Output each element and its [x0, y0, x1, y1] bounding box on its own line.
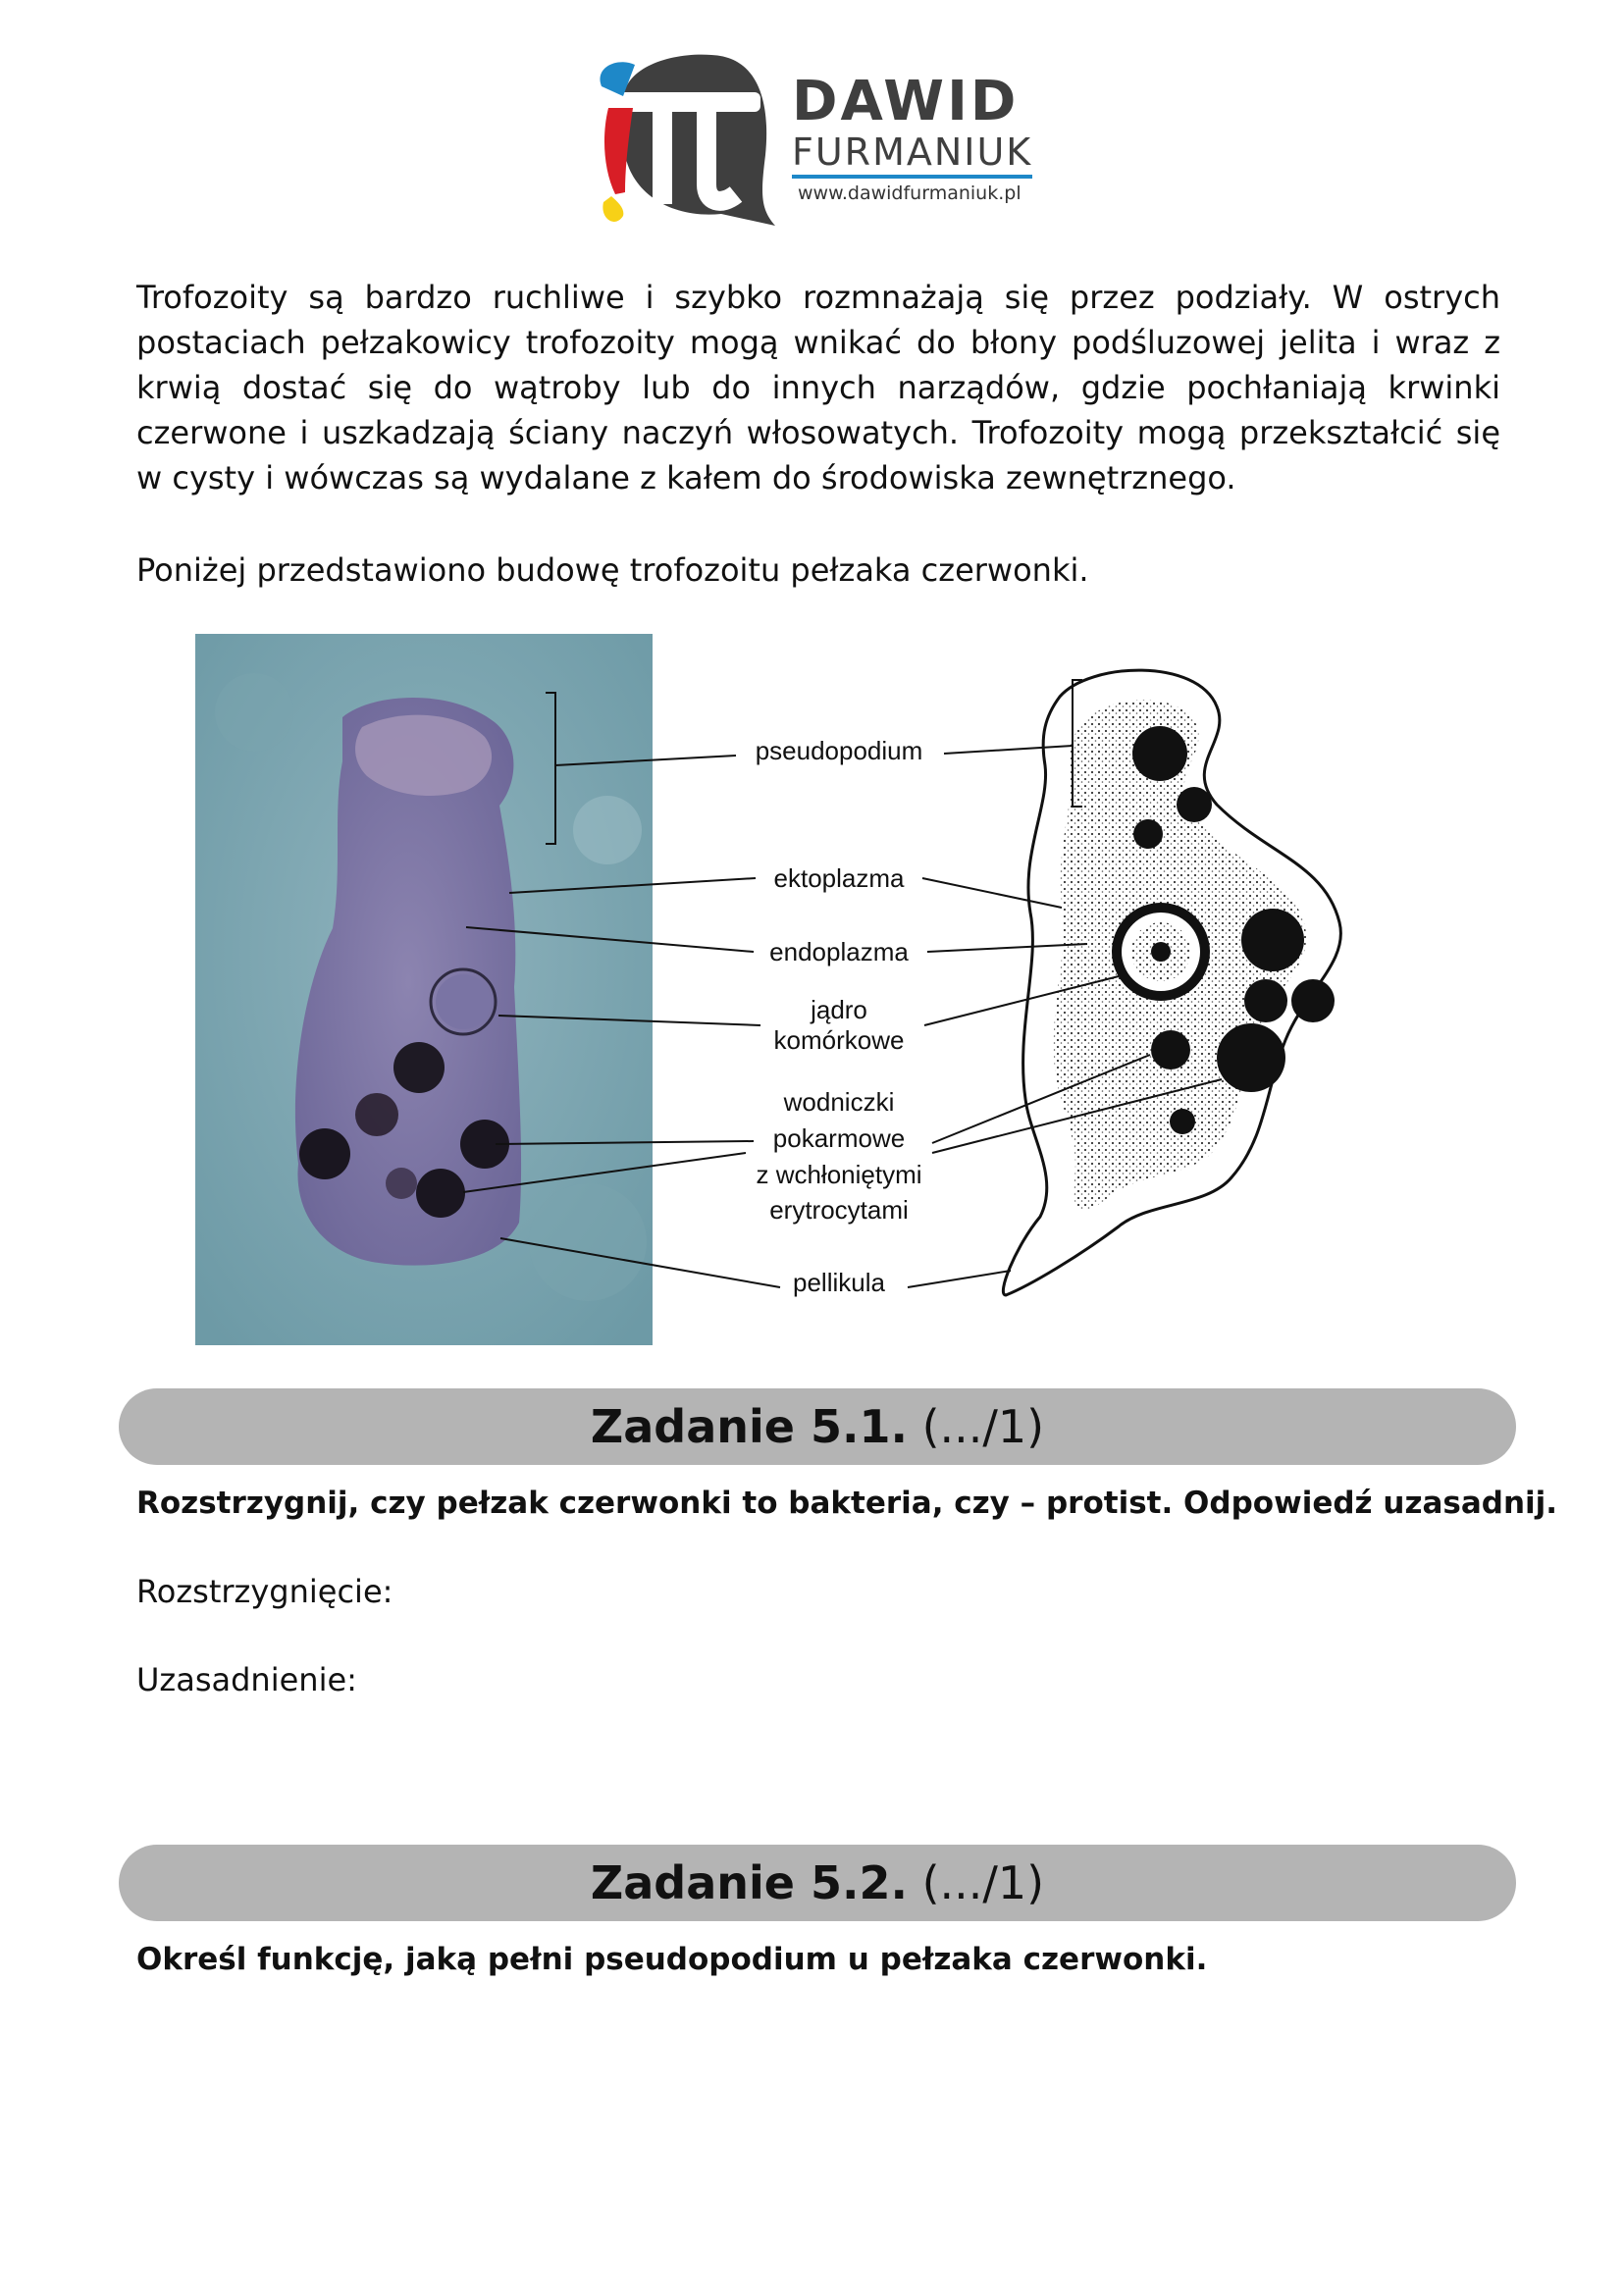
intro-paragraph: Trofozoity są bardzo ruchliwe i szybko rozmnażają się przez podziały. W ostrych postaciach pełzakowicy trofozoity mogą wnikać do błony podśluzowej jelita i wraz z krwią dostać się do wątroby lub do innych narządów, gdzie pochłaniają krwinki czerwone i uszkadzają ściany naczyń włosowatych. Trofozoity mogą przekształcić się w cysty i wówczas są wydalane z kałem do środowiska zewnętrznego.	[136, 279, 1500, 496]
label-wodniczki-line3: z wchłoniętymi	[756, 1160, 922, 1189]
task-5-1-justification-label: Uzasadnienie:	[136, 1661, 357, 1698]
task-5-1-question: Rozstrzygnij, czy pełzak czerwonki to bakteria, czy – protist. Odpowiedź uzasadnij.	[136, 1486, 1558, 1521]
label-wodniczki-line1: wodniczki	[783, 1087, 895, 1117]
brand-surname: FURMANIUK	[792, 130, 1033, 174]
task-5-2-question: Określ funkcję, jaką pełni pseudopodium u pełzaka czerwonki.	[136, 1942, 1208, 1977]
label-ektoplazma: ektoplazma	[773, 863, 905, 893]
label-jadro-line2: komórkowe	[773, 1025, 905, 1055]
label-jadro-line1: jądro	[811, 995, 867, 1024]
brand-name: DAWID	[792, 70, 1020, 133]
task-5-2-number: Zadanie 5.2.	[590, 1856, 908, 1909]
task-5-2-title	[591, 1856, 1044, 1909]
brand-url: www.dawidfurmaniuk.pl	[798, 183, 1022, 204]
figure-caption: Poniżej przedstawiono budowę trofozoitu pełzaka czerwonki.	[136, 551, 1089, 589]
label-pellikula: pellikula	[793, 1268, 885, 1297]
task-5-1-title	[591, 1400, 1044, 1453]
label-wodniczki-line2: pokarmowe	[772, 1123, 906, 1153]
task-5-1-header	[119, 1388, 1516, 1465]
task-5-2-header	[119, 1845, 1516, 1921]
label-endoplazma: endoplazma	[769, 937, 909, 966]
task-5-1-decision-label: Rozstrzygnięcie:	[136, 1573, 393, 1610]
task-5-1-number: Zadanie 5.1.	[590, 1400, 908, 1453]
task-5-2-points: (.../1)	[921, 1856, 1045, 1909]
task-5-1-points: (.../1)	[921, 1400, 1045, 1453]
label-pseudopodium: pseudopodium	[755, 736, 923, 765]
label-wodniczki-line4: erytrocytami	[769, 1195, 909, 1225]
